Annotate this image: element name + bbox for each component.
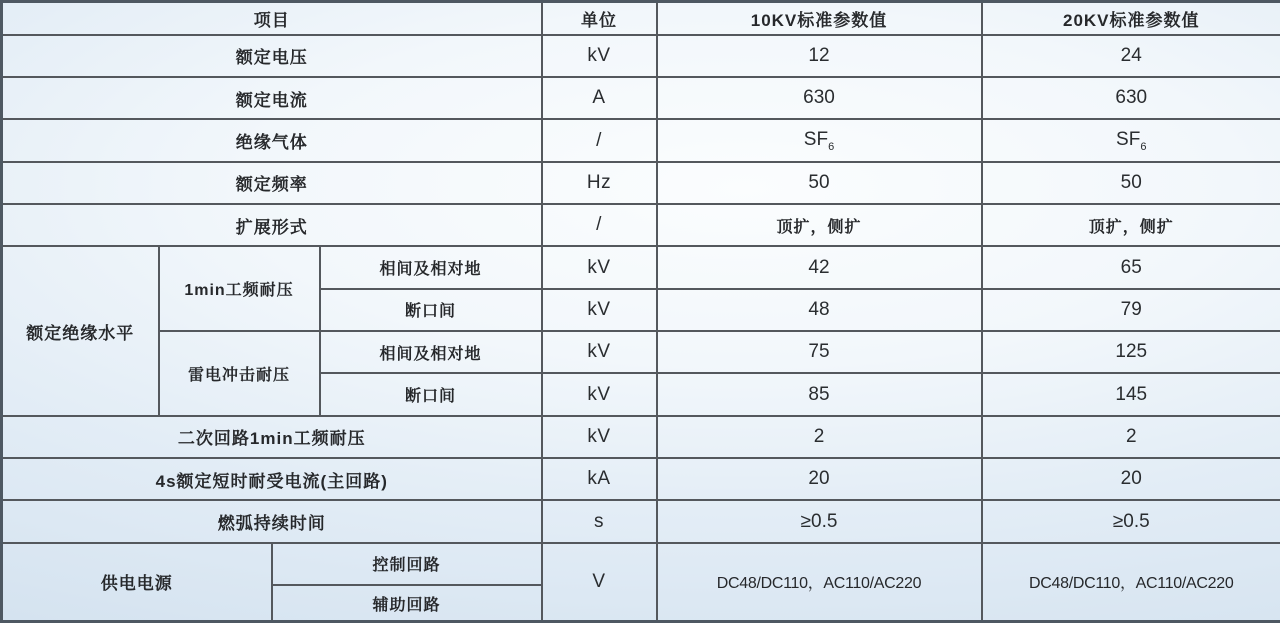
arc-duration-label: 燃弧持续时间 bbox=[2, 500, 542, 542]
power-supply-label: 供电电源 bbox=[2, 543, 272, 622]
rated-voltage-20kv: 24 bbox=[982, 35, 1280, 77]
row-extension-form bbox=[2, 204, 1280, 246]
power-supply-unit: V bbox=[542, 543, 657, 622]
extension-form-10kv: 顶扩，侧扩 bbox=[657, 204, 982, 246]
secondary-circuit-20kv: 2 bbox=[982, 416, 1280, 458]
gas-formula-base: SF bbox=[1116, 128, 1141, 150]
insulating-gas-20kv bbox=[982, 119, 1280, 161]
li-phase-20kv: 125 bbox=[982, 331, 1280, 373]
pf-break-10kv: 48 bbox=[657, 289, 982, 331]
row-insulation-pf-phase bbox=[2, 246, 1280, 288]
row-insulation-li-phase bbox=[2, 331, 1280, 373]
control-circuit-label: 控制回路 bbox=[272, 543, 542, 585]
li-phase-label: 相间及相对地 bbox=[320, 331, 542, 373]
short-time-current-10kv: 20 bbox=[657, 458, 982, 500]
short-time-current-label: 4s额定短时耐受电流(主回路) bbox=[2, 458, 542, 500]
row-insulating-gas bbox=[2, 119, 1280, 161]
secondary-circuit-unit: kV bbox=[542, 416, 657, 458]
rated-frequency-10kv: 50 bbox=[657, 162, 982, 204]
li-break-unit: kV bbox=[542, 373, 657, 415]
rated-voltage-label: 额定电压 bbox=[2, 35, 542, 77]
rated-frequency-20kv: 50 bbox=[982, 162, 1280, 204]
li-phase-10kv: 75 bbox=[657, 331, 982, 373]
arc-duration-10kv: ≥0.5 bbox=[657, 500, 982, 542]
pf-phase-10kv: 42 bbox=[657, 246, 982, 288]
pf-phase-unit: kV bbox=[542, 246, 657, 288]
secondary-circuit-label: 二次回路1min工频耐压 bbox=[2, 416, 542, 458]
pf-phase-label: 相间及相对地 bbox=[320, 246, 542, 288]
lightning-impulse-label: 雷电冲击耐压 bbox=[159, 331, 320, 416]
header-20kv: 20KV标准参数值 bbox=[982, 2, 1280, 35]
rated-current-unit: A bbox=[542, 77, 657, 119]
gas-formula-subscript: 6 bbox=[1140, 140, 1147, 153]
auxiliary-circuit-label: 辅助回路 bbox=[272, 585, 542, 621]
secondary-circuit-10kv: 2 bbox=[657, 416, 982, 458]
arc-duration-20kv: ≥0.5 bbox=[982, 500, 1280, 542]
gas-formula-subscript: 6 bbox=[828, 140, 835, 153]
extension-form-unit: / bbox=[542, 204, 657, 246]
rated-current-label: 额定电流 bbox=[2, 77, 542, 119]
pf-break-unit: kV bbox=[542, 289, 657, 331]
arc-duration-unit: s bbox=[542, 500, 657, 542]
insulation-level-label: 额定绝缘水平 bbox=[2, 246, 159, 415]
row-secondary-circuit bbox=[2, 416, 1280, 458]
power-frequency-withstand-label: 1min工频耐压 bbox=[159, 246, 320, 331]
rated-current-20kv: 630 bbox=[982, 77, 1280, 119]
rated-voltage-10kv: 12 bbox=[657, 35, 982, 77]
header-row bbox=[2, 2, 1280, 35]
short-time-current-unit: kA bbox=[542, 458, 657, 500]
rated-frequency-unit: Hz bbox=[542, 162, 657, 204]
insulating-gas-label: 绝缘气体 bbox=[2, 119, 542, 161]
rated-current-10kv: 630 bbox=[657, 77, 982, 119]
header-10kv: 10KV标准参数值 bbox=[657, 2, 982, 35]
rated-frequency-label: 额定频率 bbox=[2, 162, 542, 204]
row-arc-duration bbox=[2, 500, 1280, 542]
pf-break-label: 断口间 bbox=[320, 289, 542, 331]
rated-voltage-unit: kV bbox=[542, 35, 657, 77]
li-break-20kv: 145 bbox=[982, 373, 1280, 415]
power-supply-10kv: DC48/DC110，AC110/AC220 bbox=[657, 543, 982, 622]
li-break-label: 断口间 bbox=[320, 373, 542, 415]
extension-form-20kv: 顶扩，侧扩 bbox=[982, 204, 1280, 246]
row-rated-voltage bbox=[2, 35, 1280, 77]
row-rated-current bbox=[2, 77, 1280, 119]
pf-phase-20kv: 65 bbox=[982, 246, 1280, 288]
li-break-10kv: 85 bbox=[657, 373, 982, 415]
row-power-supply-control bbox=[2, 543, 1280, 585]
row-rated-frequency bbox=[2, 162, 1280, 204]
power-supply-20kv: DC48/DC110，AC110/AC220 bbox=[982, 543, 1280, 622]
short-time-current-20kv: 20 bbox=[982, 458, 1280, 500]
row-short-time-current bbox=[2, 458, 1280, 500]
pf-break-20kv: 79 bbox=[982, 289, 1280, 331]
header-unit: 单位 bbox=[542, 2, 657, 35]
insulating-gas-unit: / bbox=[542, 119, 657, 161]
li-phase-unit: kV bbox=[542, 331, 657, 373]
gas-formula-base: SF bbox=[803, 128, 829, 150]
insulating-gas-10kv bbox=[657, 119, 982, 161]
header-item: 项目 bbox=[2, 2, 542, 35]
extension-form-label: 扩展形式 bbox=[2, 204, 542, 246]
